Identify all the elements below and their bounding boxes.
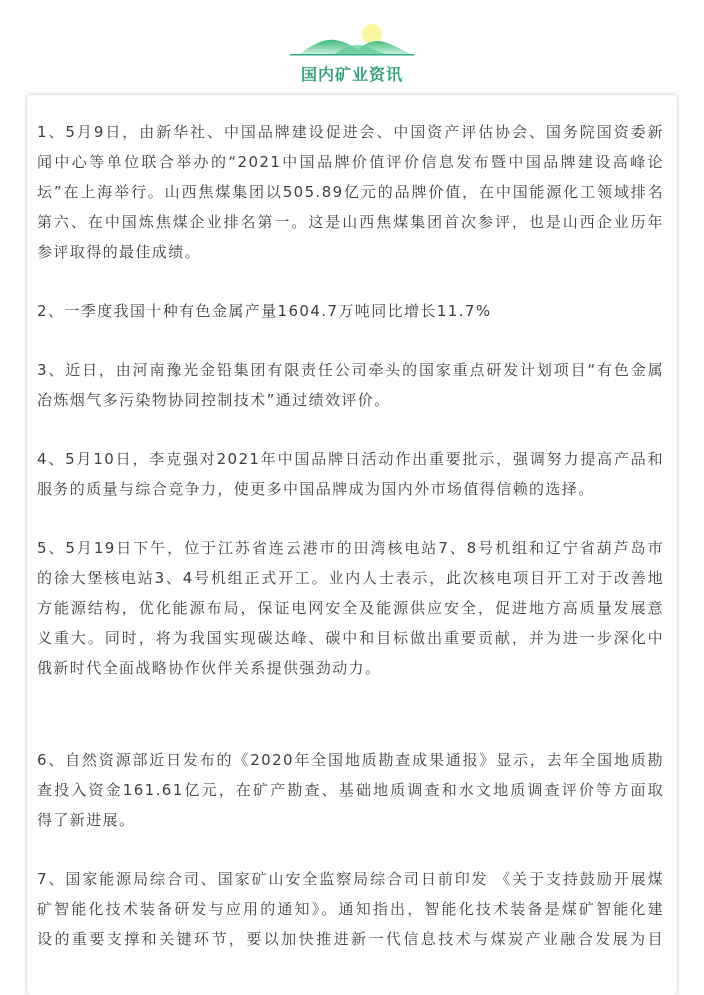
paragraph-line: 设的重要支撑和关键环节，要以加快推进新一代信息技术与煤炭产业融合发展为目 bbox=[37, 930, 664, 948]
news-paragraph bbox=[37, 864, 664, 954]
paragraph-line: 查投入资金161.61亿元，在矿产勘查、基础地质调查和水文地质调查评价等方面取 bbox=[37, 781, 664, 799]
paragraph-line: 坛”在上海举行。山西焦煤集团以505.89亿元的品牌价值，在中国能源化工领域排名 bbox=[37, 183, 664, 201]
paragraph-spacer bbox=[37, 415, 664, 444]
paragraph-spacer bbox=[37, 326, 664, 355]
paragraph-line: 参评取得的最佳成绩。 bbox=[37, 243, 202, 261]
header bbox=[0, 0, 704, 90]
paragraph-line: 6、自然资源部近日发布的《2020年全国地质勘查成果通报》显示，去年全国地质勘 bbox=[37, 751, 664, 769]
paragraph-line: 俄新时代全面战略协作伙伴关系提供强劲动力。 bbox=[37, 659, 382, 677]
article-content bbox=[37, 117, 664, 954]
paragraph-line: 4、5月10日，李克强对2021年中国品牌日活动作出重要批示，强调努力提高产品和 bbox=[37, 450, 664, 468]
news-paragraph bbox=[37, 444, 664, 504]
paragraph-spacer bbox=[37, 267, 664, 296]
paragraph-spacer bbox=[37, 835, 664, 864]
paragraph-line: 服务的质量与综合竞争力，使更多中国品牌成为国内外市场值得信赖的选择。 bbox=[37, 480, 595, 498]
paragraph-line: 义重大。同时，将为我国实现碳达峰、碳中和目标做出重要贡献，并为进一步深化中 bbox=[37, 629, 664, 647]
paragraph-spacer bbox=[37, 504, 664, 533]
paragraph-line: 3、近日，由河南豫光金铅集团有限责任公司牵头的国家重点研发计划项目“有色金属 bbox=[37, 361, 664, 379]
paragraph-line: 闻中心等单位联合举办的“2021中国品牌价值评价信息发布暨中国品牌建设高峰论 bbox=[37, 153, 664, 171]
news-paragraph bbox=[37, 117, 664, 267]
news-paragraph bbox=[37, 355, 664, 415]
mountains-sun-icon bbox=[290, 20, 414, 60]
paragraph-line: 得了新进展。 bbox=[37, 811, 136, 829]
section-title: 国内矿业资讯 bbox=[300, 65, 403, 84]
paragraph-line: 1、5月9日，由新华社、中国品牌建设促进会、中国资产评估协会、国务院国资委新 bbox=[37, 123, 664, 141]
news-paragraph bbox=[37, 745, 664, 835]
paragraph-line: 冶炼烟气多污染物协同控制技术”通过绩效评价。 bbox=[37, 391, 391, 409]
paragraph-line: 5、5月19日下午，位于江苏省连云港市的田湾核电站7、8号机组和辽宁省葫芦岛市 bbox=[37, 539, 664, 557]
paragraph-line: 方能源结构，优化能源布局，保证电网安全及能源供应安全，促进地方高质量发展意 bbox=[37, 599, 664, 617]
paragraph-line: 2、一季度我国十种有色金属产量1604.7万吨同比增长11.7% bbox=[37, 302, 492, 320]
paragraph-line: 第六、在中国炼焦煤企业排名第一。这是山西焦煤集团首次参评，也是山西企业历年 bbox=[37, 213, 664, 231]
paragraph-line: 矿智能化技术装备研发与应用的通知》。通知指出，智能化技术装备是煤矿智能化建 bbox=[37, 900, 664, 918]
paragraph-spacer bbox=[37, 683, 664, 745]
news-paragraph bbox=[37, 296, 664, 326]
news-paragraph bbox=[37, 533, 664, 683]
paragraph-line: 7、国家能源局综合司、国家矿山安全监察局综合司日前印发 《关于支持鼓励开展煤 bbox=[37, 870, 664, 888]
paragraph-line: 的徐大堡核电站3、4号机组正式开工。业内人士表示，此次核电项目开工对于改善地 bbox=[37, 569, 664, 587]
